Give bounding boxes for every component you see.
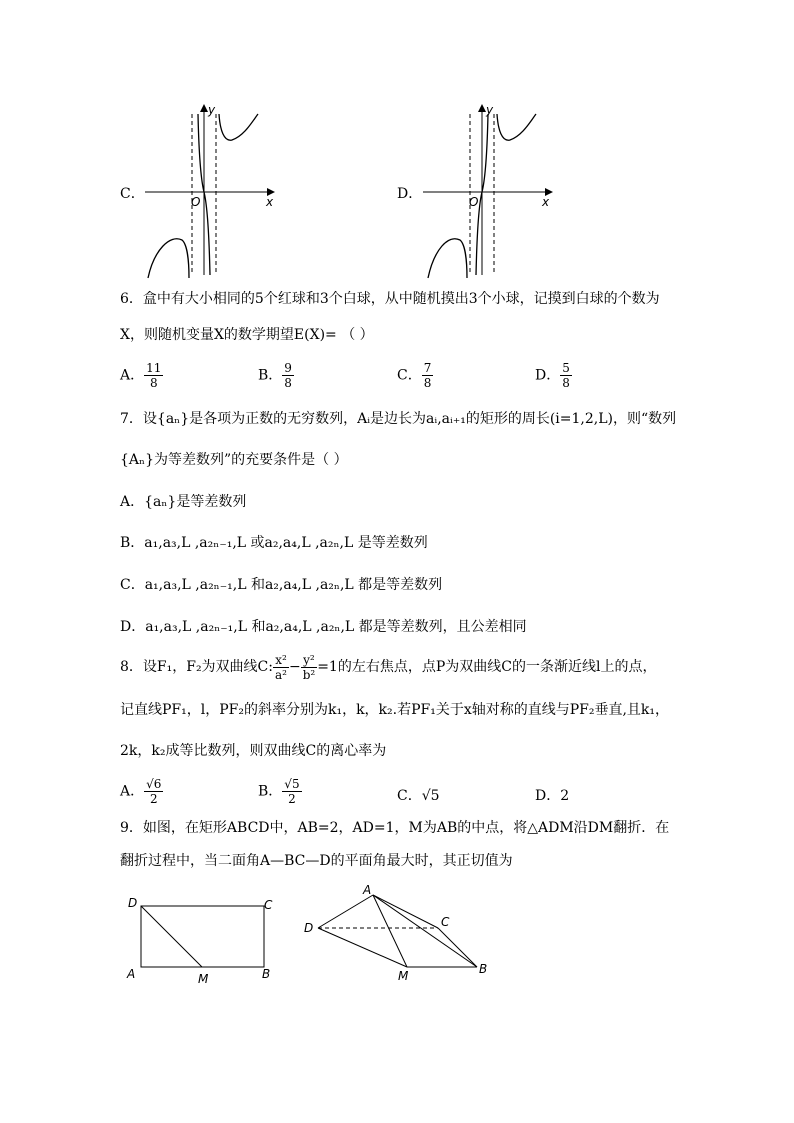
label-A: A bbox=[127, 967, 136, 981]
label-M: M bbox=[398, 969, 409, 983]
figure-rectangle bbox=[120, 890, 290, 990]
q6-option-a: A． $\frac{11}{8}$ bbox=[120, 361, 162, 390]
y-axis-label: y bbox=[486, 103, 494, 117]
q6-option-c: C． $\frac{7}{8}$ bbox=[397, 361, 432, 390]
label-A: A bbox=[363, 883, 372, 897]
label-C: C bbox=[441, 915, 450, 929]
option-d-label: D． bbox=[397, 186, 423, 202]
q7-option-b: B．a₁,a₃,L ,a₂ₙ₋₁,L 或a₂,a₄,L ,a₂ₙ,L 是等差数列 bbox=[120, 535, 428, 551]
origin-label: O bbox=[469, 195, 479, 209]
graph-d bbox=[418, 100, 558, 280]
curve-left bbox=[428, 239, 467, 278]
q7-option-d: D．a₁,a₃,L ,a₂ₙ₋₁,L 和a₂,a₄,L ,a₂ₙ,L 都是等差数列，且公差相同 bbox=[120, 619, 527, 635]
rect-abcd bbox=[141, 906, 264, 967]
x-axis-label: x bbox=[542, 195, 550, 209]
label-B: B bbox=[479, 962, 488, 976]
q8-option-c: C．√5 bbox=[397, 788, 440, 804]
label-D: D bbox=[128, 896, 138, 910]
origin-label: O bbox=[191, 195, 201, 209]
curve-right bbox=[497, 114, 536, 140]
q9-line2: 翻折过程中，当二面角A—BC—D的平面角最大时，其正切值为 bbox=[120, 853, 513, 869]
q6-line2: X，则随机变量X的数学期望E(X)= （ ） bbox=[120, 327, 374, 343]
q8-option-d: D．2 bbox=[535, 788, 570, 804]
label-B: B bbox=[262, 967, 271, 981]
y-axis-label: y bbox=[208, 103, 216, 117]
label-C: C bbox=[264, 898, 273, 912]
q9-line1: 9．如图，在矩形ABCD中，AB=2，AD=1，M为AB的中点，将△ADM沿DM翻折．在 bbox=[120, 820, 670, 836]
q7-option-a: A．{aₙ}是等差数列 bbox=[120, 494, 247, 510]
q7-line1: 7．设{aₙ}是各项为正数的无穷数列，Aᵢ是边长为aᵢ,aᵢ₊₁的矩形的周长(i=1,2,L)，则“数列 bbox=[120, 411, 677, 427]
q6-option-b: B． $\frac{9}{8}$ bbox=[258, 361, 292, 390]
q8-line2: 记直线PF₁，l，PF₂的斜率分别为k₁，k，k₂.若PF₁关于x轴对称的直线与PF₂垂直,且k₁， bbox=[120, 702, 670, 718]
q8-option-a: A． $\frac{√6}{2}$ bbox=[120, 777, 162, 806]
segment-dm bbox=[141, 906, 202, 967]
q8-option-b: B． $\frac{√5}{2}$ bbox=[258, 777, 300, 806]
x-axis-label: x bbox=[266, 195, 274, 209]
q6-option-d: D． $\frac{5}{8}$ bbox=[535, 361, 570, 390]
label-D: D bbox=[304, 921, 314, 935]
curve-left bbox=[148, 239, 189, 278]
label-M: M bbox=[198, 972, 209, 986]
q7-line2: {Aₙ}为等差数列”的充要条件是（ ） bbox=[120, 452, 348, 468]
q7-option-c: C．a₁,a₃,L ,a₂ₙ₋₁,L 和a₂,a₄,L ,a₂ₙ,L 都是等差数列 bbox=[120, 577, 443, 593]
graph-c bbox=[140, 100, 280, 280]
q6-line1: 6．盒中有大小相同的5个红球和3个白球，从中随机摸出3个小球，记摸到白球的个数为 bbox=[120, 291, 660, 307]
q8-line3: 2k，k₂成等比数列，则双曲线C的离心率为 bbox=[120, 743, 387, 759]
option-c-label: C． bbox=[120, 186, 145, 202]
figure-folded bbox=[300, 880, 500, 990]
q8-line1: 8．设F₁，F₂为双曲线C: $\frac{\text{x²}}{\text{a²}}$ − $\frac{\text{y²}}{\text{b²}}$ =1的左右焦点，点P为双曲线C的一条渐近线l上的点， bbox=[120, 652, 657, 682]
curve-right bbox=[219, 114, 258, 140]
